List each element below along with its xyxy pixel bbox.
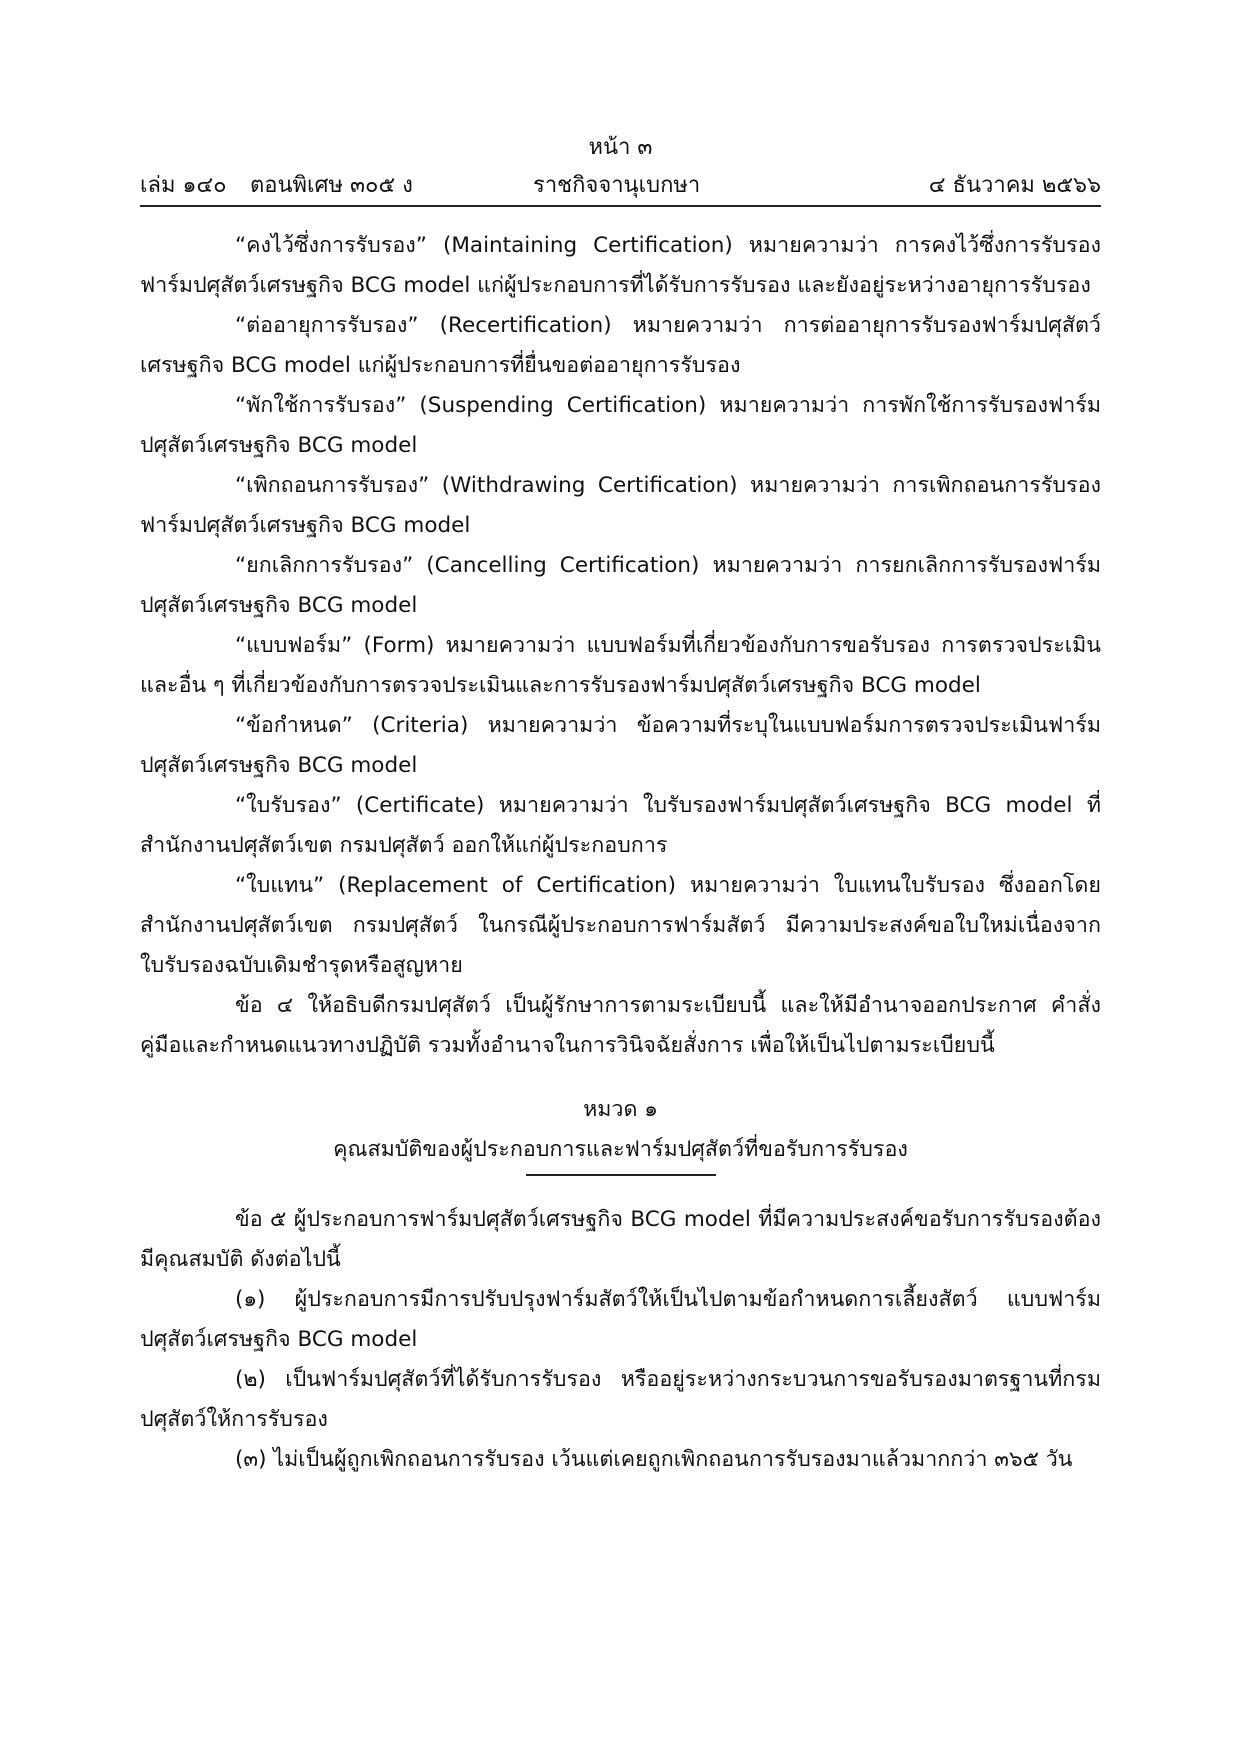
clause-5-item-2: (๒) เป็นฟาร์มปศุสัตว์ที่ได้รับการรับรอง หรืออยู่ระหว่างกระบวนการขอรับรองมาตรฐานที่กรมปศุสัตว์ให้การรับรอง (140, 1367, 1101, 1432)
clause-4: ข้อ ๔ ให้อธิบดีกรมปศุสัตว์ เป็นผู้รักษาการตามระเบียบนี้ และให้มีอำนาจออกประกาศ คำสั่ง คู่มือและกำหนดแนวทางปฏิบัติ รวมทั้งอำนาจในการวินิจฉัยสั่งการ เพื่อให้เป็นไปตามระเบียบนี้ (140, 993, 1101, 1058)
clause-5-item-3: (๓) ไม่เป็นผู้ถูกเพิกถอนการรับรอง เว้นแต่เคยถูกเพิกถอนการรับรองมาแล้วมากกว่า ๓๖๕ วัน (235, 1447, 1073, 1472)
header-divider (140, 205, 1101, 207)
page-number: หน้า ๓ (588, 135, 653, 160)
publication-name: ราชกิจจานุเบกษา (533, 173, 701, 198)
chapter-divider (526, 1174, 716, 1176)
definition-certificate: “ใบรับรอง” (Certificate) หมายความว่า ใบรับรองฟาร์มปศุสัตว์เศรษฐกิจ BCG model ที่สำนักงานปศุสัตว์เขต กรมปศุสัตว์ ออกให้แก่ผู้ประกอบการ (140, 793, 1101, 858)
definition-cancelling: “ยกเลิกการรับรอง” (Cancelling Certification) หมายความว่า การยกเลิกการรับรองฟาร์มปศุสัตว์เศรษฐกิจ BCG model (140, 553, 1101, 618)
document-body (140, 226, 1101, 1480)
publication-date: ๔ ธันวาคม ๒๕๖๖ (928, 173, 1101, 198)
definition-withdrawing: “เพิกถอนการรับรอง” (Withdrawing Certification) หมายความว่า การเพิกถอนการรับรองฟาร์มปศุสัตว์เศรษฐกิจ BCG model (140, 473, 1101, 538)
running-header (140, 170, 1101, 202)
definition-form: “แบบฟอร์ม” (Form) หมายความว่า แบบฟอร์มที่เกี่ยวข้องกับการขอรับรอง การตรวจประเมินและอื่น ๆ ที่เกี่ยวข้องกับการตรวจประเมินและการรับรองฟาร์มปศุสัตว์เศรษฐกิจ BCG model (140, 633, 1101, 698)
definition-replacement: “ใบแทน” (Replacement of Certification) หมายความว่า ใบแทนใบรับรอง ซึ่งออกโดยสำนักงานปศุสัตว์เขต กรมปศุสัตว์ ในกรณีผู้ประกอบการฟาร์มสัตว์ มีความประสงค์ขอใบใหม่เนื่องจากใบรับรองฉบับเดิมชำรุดหรือสูญหาย (140, 873, 1101, 978)
issue-label: ตอนพิเศษ ๓๐๕ ง (250, 173, 413, 198)
clause-5: ข้อ ๕ ผู้ประกอบการฟาร์มปศุสัตว์เศรษฐกิจ BCG model ที่มีความประสงค์ขอรับการรับรองต้องมีคุณสมบัติ ดังต่อไปนี้ (140, 1207, 1101, 1272)
definition-suspending: “พักใช้การรับรอง” (Suspending Certification) หมายความว่า การพักใช้การรับรองฟาร์มปศุสัตว์เศรษฐกิจ BCG model (140, 393, 1101, 458)
clause-5-item-1: (๑) ผู้ประกอบการมีการปรับปรุงฟาร์มสัตว์ให้เป็นไปตามข้อกำหนดการเลี้ยงสัตว์ แบบฟาร์มปศุสัตว์เศรษฐกิจ BCG model (140, 1287, 1101, 1352)
chapter-label: หมวด ๑ (583, 1097, 658, 1122)
definition-criteria: “ข้อกำหนด” (Criteria) หมายความว่า ข้อความที่ระบุในแบบฟอร์มการตรวจประเมินฟาร์มปศุสัตว์เศรษฐกิจ BCG model (140, 713, 1101, 778)
chapter-title: คุณสมบัติของผู้ประกอบการและฟาร์มปศุสัตว์ที่ขอรับการรับรอง (333, 1137, 908, 1162)
definition-recertification: “ต่ออายุการรับรอง” (Recertification) หมายความว่า การต่ออายุการรับรองฟาร์มปศุสัตว์เศรษฐกิจ BCG model แก่ผู้ประกอบการที่ยื่นขอต่ออายุการรับรอง (140, 313, 1101, 378)
definition-maintaining: “คงไว้ซึ่งการรับรอง” (Maintaining Certification) หมายความว่า การคงไว้ซึ่งการรับรองฟาร์มปศุสัตว์เศรษฐกิจ BCG model แก่ผู้ประกอบการที่ได้รับการรับรอง และยังอยู่ระหว่างอายุการรับรอง (140, 233, 1101, 298)
volume-label: เล่ม ๑๔๐ (140, 173, 227, 198)
